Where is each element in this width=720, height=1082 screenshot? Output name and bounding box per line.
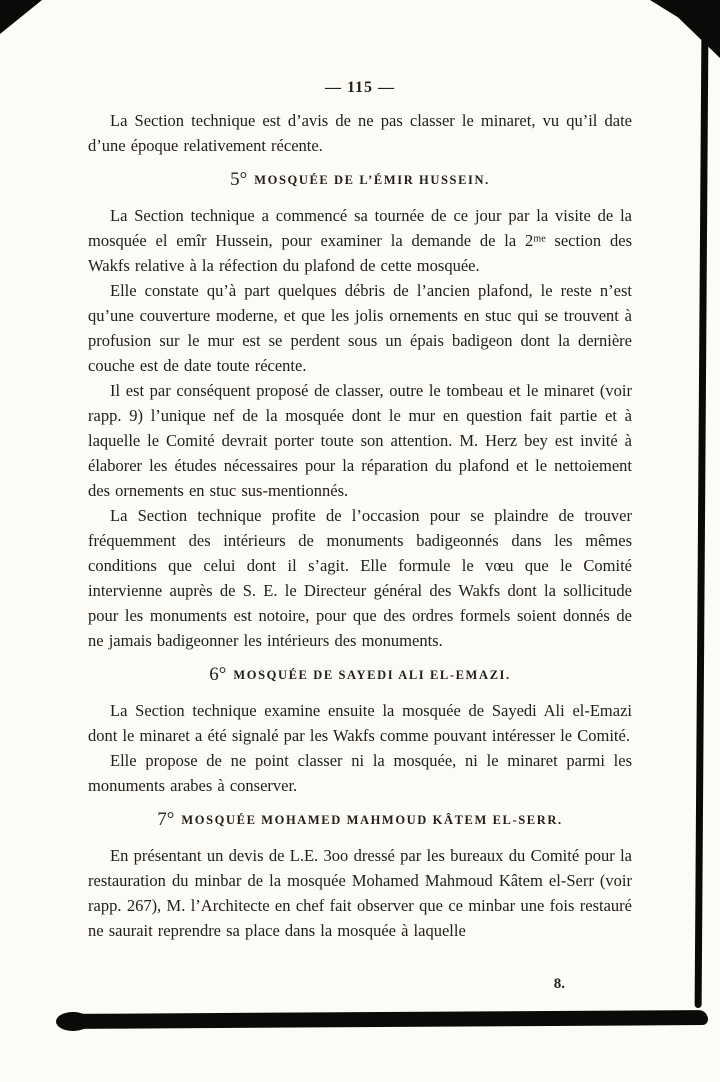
paragraph: La Section technique est d’avis de ne pas classer le minaret, vu qu’il date d’une époque relativement récente. xyxy=(88,111,632,155)
section-title: MOSQUÉE MOHAMED MAHMOUD KÂTEM EL-SERR. xyxy=(181,813,563,827)
scan-artifact-top-left-corner xyxy=(0,0,42,34)
section-heading-5 xyxy=(88,170,632,190)
paragraph: Elle constate qu’à part quelques débris de l’ancien plafond, le reste n’est qu’une couverture moderne, et que les jolis ornements en stuc qui se trouvent à profusion sur le mur est se perdent sous un épais badigeon dont la dernière couche est de date toute récente. xyxy=(88,281,632,375)
paragraph: La Section technique a commencé sa tournée de ce jour par la visite de la mosquée el emîr Hussein, pour examiner la demande de la 2ᵐᵉ section des Wakfs relative à la réfection du plafond de cette mosquée. xyxy=(88,206,632,275)
paragraph: La Section technique profite de l’occasion pour se plaindre de trouver fréquemment des intérieurs de monuments badigeonnés dans les mêmes conditions que celui dont il s’agit. Elle formule le vœu que le Comité intervienne auprès de S. E. le Directeur général des Wakfs dont la sollicitude pour les monuments est notoire, pour que des ordres formels soient donnés de ne jamais badigeonner les intérieurs des monuments. xyxy=(88,506,632,650)
paragraph: Elle propose de ne point classer ni la mosquée, ni le minaret parmi les monuments arabes à conserver. xyxy=(88,751,632,795)
paragraph: La Section technique examine ensuite la mosquée de Sayedi Ali el-Emazi dont le minaret a été signalé par les Wakfs comme pouvant intéresser le Comité. xyxy=(88,701,632,745)
paragraph: En présentant un devis de L.E. 3oo dressé par les bureaux du Comité pour la restauration du minbar de la mosquée Mohamed Mahmoud Kâtem el-Serr (voir rapp. 267), M. l’Architecte en chef fait observer que ce minbar une fois restauré ne saurait reprendre sa place dans la mosquée à laquelle xyxy=(88,846,632,940)
section-heading-7 xyxy=(88,810,632,830)
sheet-signature: 8. xyxy=(553,976,565,992)
page-number: — 115 — xyxy=(324,79,396,96)
section-number: 5° xyxy=(230,169,248,190)
section-number: 7° xyxy=(157,809,175,830)
section-title: MOSQUÉE DE SAYEDI ALI EL-EMAZI. xyxy=(233,668,511,682)
section-heading-6 xyxy=(88,665,632,685)
section-title: MOSQUÉE DE L’ÉMIR HUSSEIN. xyxy=(254,173,490,187)
scan-artifact-top-right-corner xyxy=(650,0,720,58)
scan-artifact-bottom-edge xyxy=(60,1010,708,1029)
scan-artifact-right-edge xyxy=(695,36,709,1008)
paragraph: Il est par conséquent proposé de classer, outre le tombeau et le minaret (voir rapp. 9) l’unique nef de la mosquée dont le mur en question fait partie et à laquelle le Comité devrait porter toute son attention. M. Herz bey est invité à élaborer les études nécessaires pour la réparation du plafond et le nettoiement des ornements en stuc sus-mentionnés. xyxy=(88,381,632,500)
section-number: 6° xyxy=(209,664,227,685)
